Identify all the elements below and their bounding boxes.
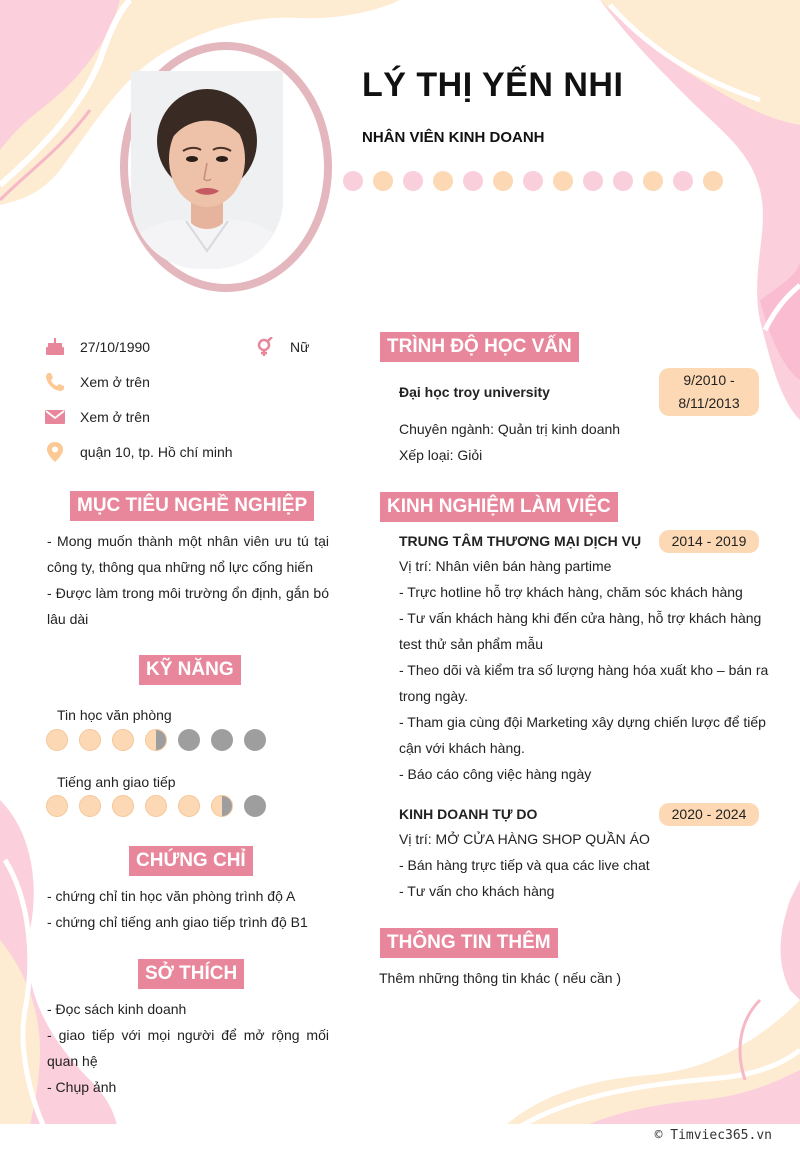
decor-dot xyxy=(433,171,453,191)
rating-dot xyxy=(112,795,134,817)
rating-dot xyxy=(145,795,167,817)
extra-info-text: Thêm những thông tin khác ( nếu cần ) xyxy=(379,970,622,986)
email-row xyxy=(44,406,150,428)
footer-copyright: © Timviec365.vn xyxy=(654,1128,772,1143)
decor-dot xyxy=(613,171,633,191)
objective-line: - Mong muốn thành một nhân viên ưu tú tại công ty, thông qua những nổ lực cống hiến xyxy=(47,533,329,575)
rating-dot xyxy=(244,729,266,751)
email-value: Xem ở trên xyxy=(80,409,150,425)
job-line: - Theo dõi và kiểm tra số lượng hàng hóa xuất kho – bán ra xyxy=(399,662,769,678)
hobby-item: - Đọc sách kinh doanh xyxy=(47,1001,187,1017)
decor-dot xyxy=(493,171,513,191)
rating-dot xyxy=(46,729,68,751)
location-pin-icon xyxy=(44,441,66,463)
decor-dot xyxy=(463,171,483,191)
hobbies-heading: SỞ THÍCH xyxy=(138,959,244,989)
rating-dot xyxy=(145,729,167,751)
birthday-value: 27/10/1990 xyxy=(80,339,151,355)
job-line: - Trực hotline hỗ trợ khách hàng, chăm sóc khách hàng xyxy=(399,584,743,600)
education-date-end: 8/11/2013 xyxy=(678,395,740,411)
rating-dot xyxy=(244,795,266,817)
decor-dot xyxy=(583,171,603,191)
objective-heading: MỤC TIÊU NGHỀ NGHIỆP xyxy=(70,491,314,521)
job-period-badge: 2014 - 2019 xyxy=(659,530,759,553)
rating-dot xyxy=(178,795,200,817)
phone-icon xyxy=(44,371,66,393)
job-line: trong ngày. xyxy=(399,688,469,704)
decor-dot xyxy=(553,171,573,191)
phone-row xyxy=(44,371,150,393)
experience-heading: KINH NGHIỆM LÀM VIỆC xyxy=(380,492,618,522)
job-details xyxy=(399,826,650,904)
gender-row xyxy=(254,336,309,358)
decor-dot xyxy=(673,171,693,191)
decor-dot xyxy=(643,171,663,191)
extra-info-heading: THÔNG TIN THÊM xyxy=(380,928,558,958)
mail-icon xyxy=(44,406,66,428)
hobby-item: - Chụp ảnh xyxy=(47,1079,117,1095)
job-title: NHÂN VIÊN KINH DOANH xyxy=(362,129,545,146)
objective-line: - Được làm trong môi trường ổn định, gắn bó lâu dài xyxy=(47,585,329,627)
education-date-start: 9/2010 - xyxy=(683,372,735,388)
decor-dot xyxy=(403,171,423,191)
certificates-list xyxy=(47,883,329,935)
hobby-item: - giao tiếp với mọi người để mở rộng mối quan hệ xyxy=(47,1027,329,1069)
education-grade: Xếp loại: Giỏi xyxy=(399,447,483,463)
decor-dot xyxy=(703,171,723,191)
birthday-row xyxy=(44,336,150,358)
job-line: - Tư vấn khách hàng khi đến cửa hàng, hỗ trợ khách hàng xyxy=(399,610,762,626)
skill-rating-office xyxy=(46,729,266,751)
education-heading: TRÌNH ĐỘ HỌC VẤN xyxy=(380,332,579,362)
job-line: test thử sản phẩm mẫu xyxy=(399,636,543,652)
job-company: TRUNG TÂM THƯƠNG MẠI DỊCH VỤ xyxy=(399,533,642,549)
candidate-name: LÝ THỊ YẾN NHI xyxy=(362,66,624,104)
profile-photo xyxy=(131,71,283,269)
rating-dot xyxy=(79,729,101,751)
skills-heading: KỸ NĂNG xyxy=(139,655,241,685)
gender-value: Nữ xyxy=(290,339,310,355)
cake-icon xyxy=(44,336,66,358)
rating-dot xyxy=(112,729,134,751)
job-line: - Tư vấn cho khách hàng xyxy=(399,883,555,899)
job-line: cận với khách hàng. xyxy=(399,740,525,756)
job-line: - Bán hàng trực tiếp và qua các live chat xyxy=(399,857,650,873)
job-details xyxy=(399,553,768,787)
job-line: Vị trí: Nhân viên bán hàng partime xyxy=(399,558,612,574)
decorative-dots xyxy=(343,171,723,191)
school-name: Đại học troy university xyxy=(399,384,550,400)
education-major: Chuyên ngành: Quản trị kinh doanh xyxy=(399,421,621,437)
hobbies-list xyxy=(47,996,329,1100)
certificate-item: - chứng chỉ tin học văn phòng trình độ A xyxy=(47,888,296,904)
education-details xyxy=(399,416,620,468)
skill-rating-english xyxy=(46,795,266,817)
gender-icon xyxy=(254,336,276,358)
decor-dot xyxy=(523,171,543,191)
certificate-item: - chứng chỉ tiếng anh giao tiếp trình độ B1 xyxy=(47,914,308,930)
address-row xyxy=(44,441,233,463)
rating-dot xyxy=(211,729,233,751)
job-line: - Báo cáo công việc hàng ngày xyxy=(399,766,592,782)
education-date-badge xyxy=(659,368,759,416)
decor-dot xyxy=(343,171,363,191)
job-line: Vị trí: MỞ CỬA HÀNG SHOP QUẦN ÁO xyxy=(399,831,650,847)
decor-dot xyxy=(373,171,393,191)
rating-dot xyxy=(178,729,200,751)
job-company: KINH DOANH TỰ DO xyxy=(399,806,538,822)
skill-label: Tin học văn phòng xyxy=(57,707,172,723)
rating-dot xyxy=(211,795,233,817)
phone-value: Xem ở trên xyxy=(80,374,150,390)
certificates-heading: CHỨNG CHỈ xyxy=(129,846,253,876)
rating-dot xyxy=(79,795,101,817)
job-period-badge: 2020 - 2024 xyxy=(659,803,759,826)
job-line: - Tham gia cùng đội Marketing xây dựng chiến lược để tiếp xyxy=(399,714,766,730)
address-value: quận 10, tp. Hồ chí minh xyxy=(80,444,233,460)
objective-text xyxy=(47,528,329,632)
rating-dot xyxy=(46,795,68,817)
skill-label: Tiếng anh giao tiếp xyxy=(57,774,176,790)
